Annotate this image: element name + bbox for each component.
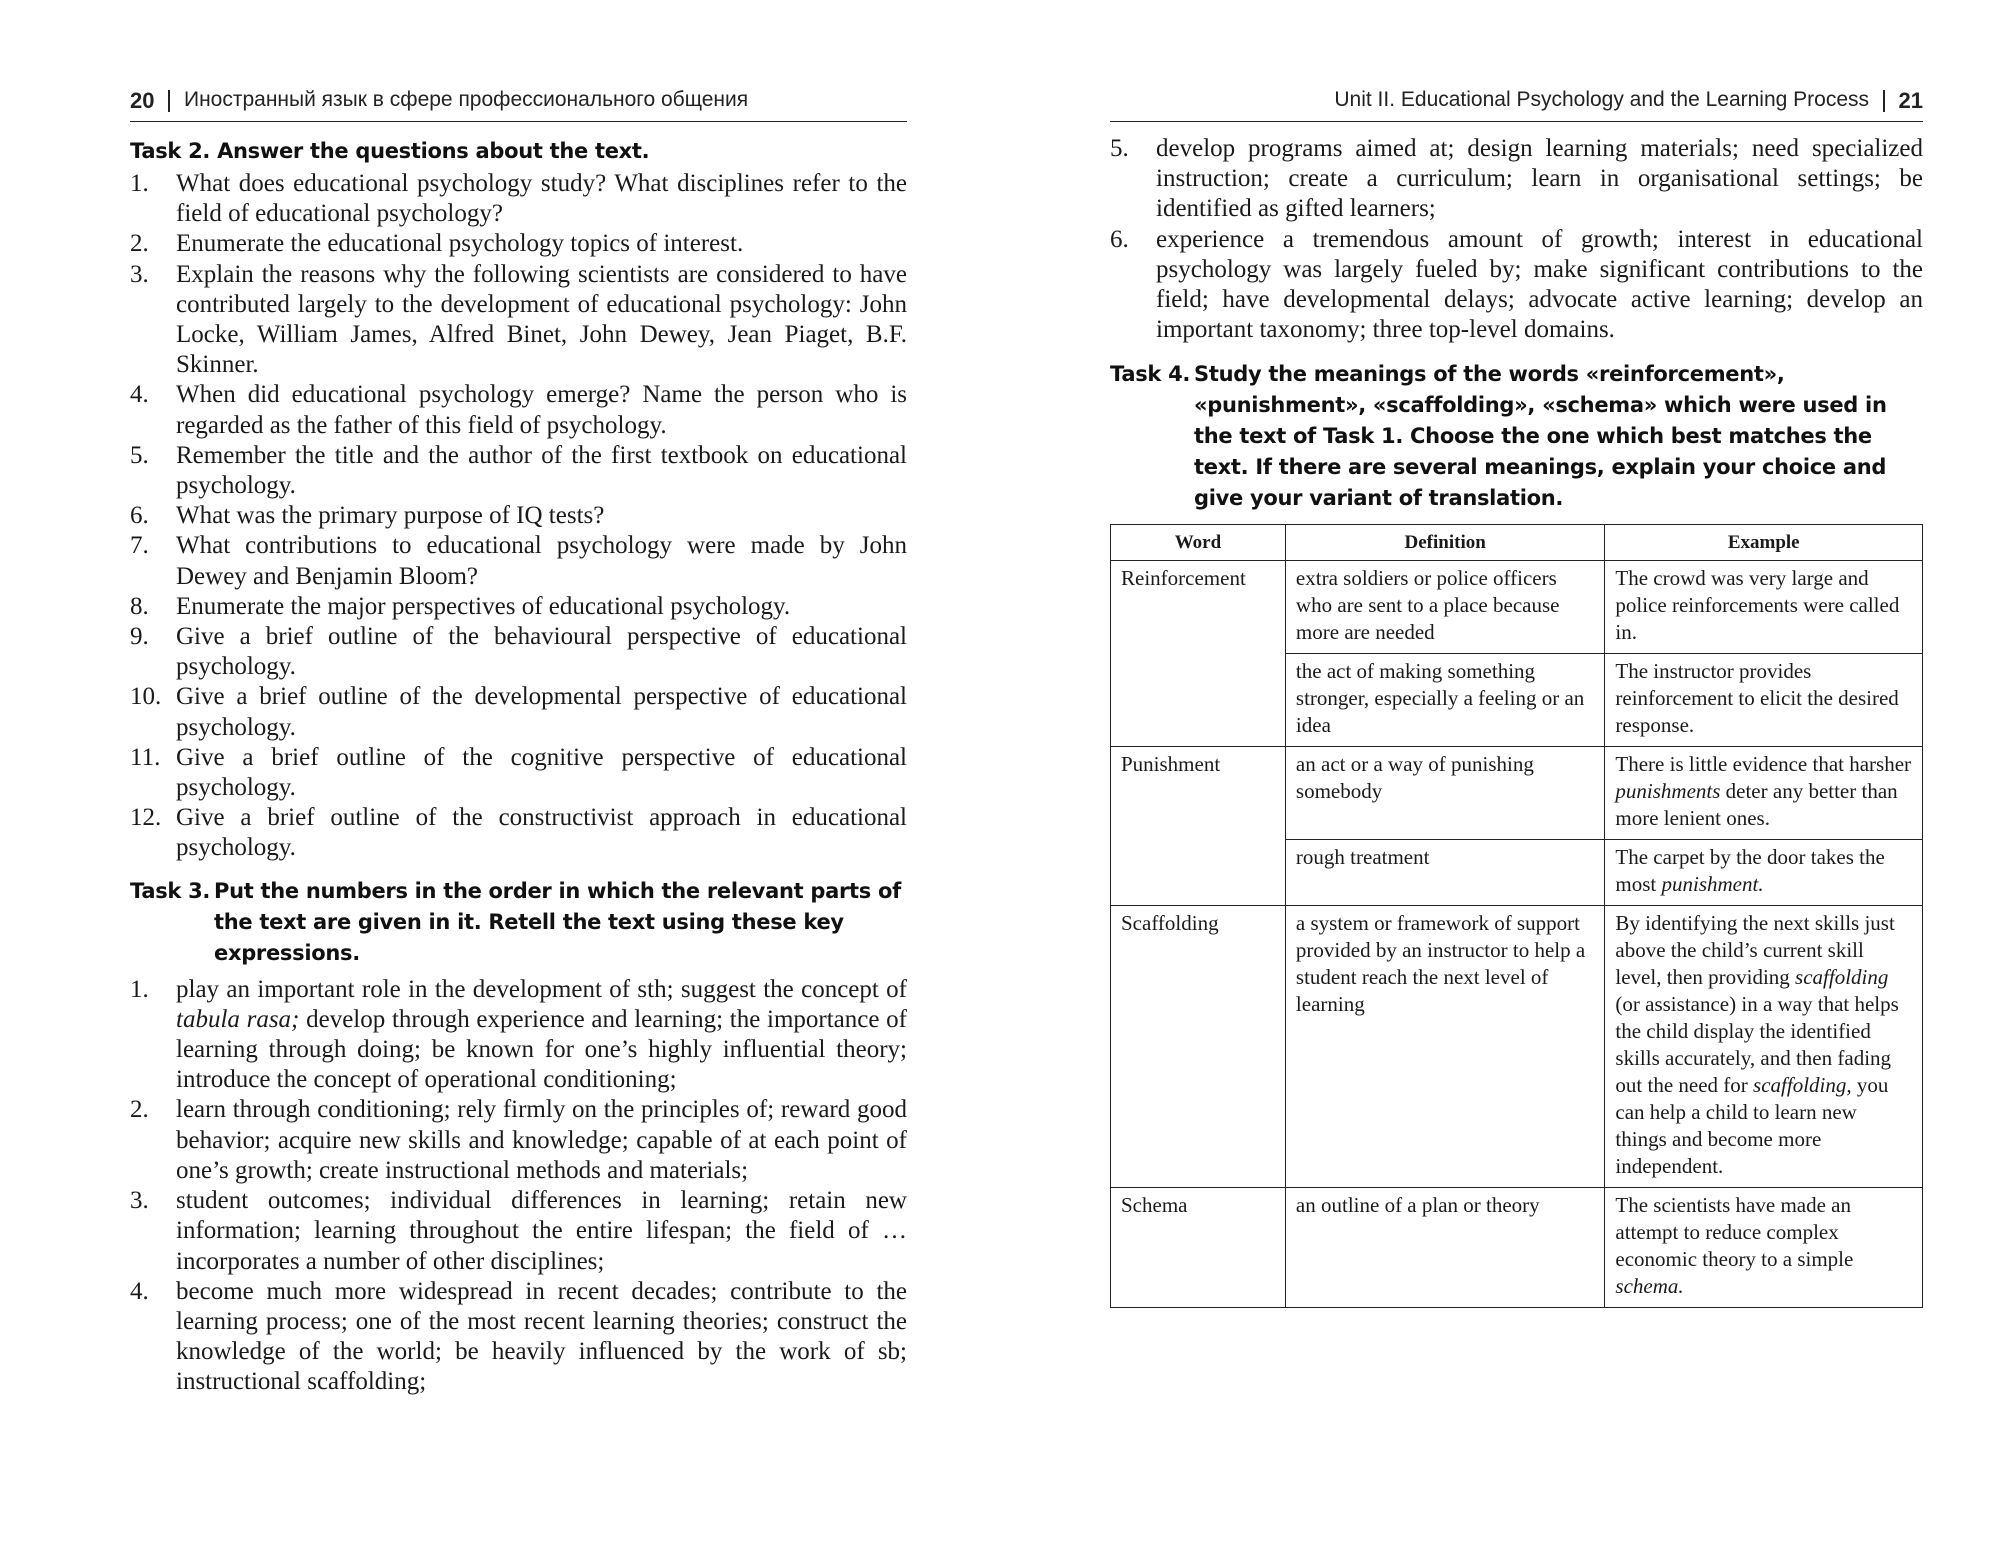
item-text: What was the primary purpose of IQ tests? — [176, 502, 605, 530]
item-number: 1. — [130, 975, 149, 1003]
definition-cell: rough treatment — [1285, 840, 1604, 906]
right-page-number: 21 — [1898, 88, 1923, 113]
list-item — [1110, 225, 1923, 346]
item-number: 8. — [130, 592, 149, 620]
table-header-row — [1111, 525, 1923, 561]
list-item — [130, 1277, 907, 1398]
definition-cell: the act of making something stronger, especially a feeling or an idea — [1285, 654, 1604, 747]
item-number: 6. — [130, 502, 149, 530]
example-cell — [1605, 1188, 1923, 1308]
right-page — [1110, 0, 1923, 1544]
example-text: There is little evidence that harsher — [1615, 752, 1912, 777]
task3-instruction: Put the numbers in the order in which the relevant parts of the text are given in it. Retell the text using these key expressions. — [214, 878, 901, 965]
item-text: Give a brief outline of the cognitive perspective of educational psychology. — [176, 743, 907, 802]
item-number: 9. — [130, 623, 149, 651]
example-cell — [1605, 561, 1923, 654]
left-running-title: Иностранный язык в сфере профессионального общения — [183, 88, 749, 111]
definition-cell: an outline of a plan or theory — [1285, 1188, 1604, 1308]
list-item — [130, 229, 907, 259]
task2-instruction: Answer the questions about the text. — [217, 139, 650, 163]
list-item — [130, 169, 907, 229]
item-text: experience a tremendous amount of growth; interest in educational psychology was largely fueled by; make significant contributions to the field; have developmental delays; advocate active learning; develop an important taxonomy; three top-level domains. — [1156, 225, 1923, 344]
list-item — [130, 803, 907, 863]
right-content — [1110, 134, 1923, 1308]
item-number: 6. — [1110, 225, 1129, 253]
item-number: 1. — [130, 170, 149, 197]
example-italic-text: punishment. — [1661, 872, 1764, 897]
example-text: The crowd was very large and police reinforcements were called in. — [1615, 566, 1900, 645]
column-header-definition: Definition — [1285, 525, 1604, 561]
header-separator — [168, 90, 170, 112]
list-item — [130, 531, 907, 591]
list-item — [130, 260, 907, 381]
example-text-cont: (or assistance) in a way that helps the child display the identified skills accurately, and then fading out the need for — [1615, 992, 1899, 1098]
list-item — [130, 975, 907, 1096]
word-cell: Reinforcement — [1111, 561, 1286, 654]
definition-cell: extra soldiers or police officers who are sent to a place because more are needed — [1285, 561, 1604, 654]
task4-heading — [1110, 359, 1923, 514]
table-row — [1111, 906, 1923, 1188]
item-text: Enumerate the educational psychology topics of interest. — [176, 230, 744, 258]
item-number: 7. — [130, 532, 149, 560]
item-number: 3. — [130, 1187, 149, 1215]
example-italic-text: punishments — [1615, 779, 1721, 804]
list-item — [130, 441, 907, 501]
list-item — [130, 380, 907, 440]
item-number: 4. — [130, 381, 149, 409]
left-content — [130, 136, 907, 1398]
item-text: learn through conditioning; rely firmly on the principles of; reward good behavior; acquire new skills and knowledge; capable of at each point of one’s growth; create instructional methods and materials; — [176, 1096, 907, 1184]
left-page-number: 20 — [130, 88, 155, 113]
item-number: 2. — [130, 230, 149, 258]
example-cell — [1605, 747, 1923, 840]
definition-cell: a system or framework of support provided by an instructor to help a student reach the next level of learning — [1285, 906, 1604, 1188]
left-running-head — [130, 88, 907, 122]
list-item — [130, 1186, 907, 1277]
example-italic-text-2: scaffolding — [1753, 1073, 1847, 1098]
table-row — [1111, 840, 1923, 906]
left-page — [130, 0, 907, 1544]
item-text: student outcomes; individual differences in learning; retain new information; learning throughout the entire lifespan; the field of … incorporates a number of other disciplines; — [176, 1187, 907, 1275]
header-separator — [1883, 90, 1885, 112]
task2-heading — [130, 136, 907, 167]
list-item — [130, 1095, 907, 1186]
task3-expression-list — [130, 975, 907, 1398]
item-number: 5. — [1110, 135, 1129, 162]
example-text-cont: deter any better than more lenient ones. — [1615, 779, 1898, 831]
example-text-cont-2: , you can help a child to learn new things and become more independent. — [1615, 1073, 1889, 1179]
example-text: The instructor provides reinforcement to elicit the desired response. — [1615, 659, 1899, 738]
table-row — [1111, 1188, 1923, 1308]
item-text: Give a brief outline of the developmental perspective of educational psychology. — [176, 683, 907, 741]
item-text: What does educational psychology study? What disciplines refer to the field of educational psychology? — [176, 170, 907, 228]
definition-cell: an act or a way of punishing somebody — [1285, 747, 1604, 840]
item-text: become much more widespread in recent decades; contribute to the learning process; one of the most recent learning theories; construct the knowledge of the world; be heavily influenced by the work of sb; instructional scaffolding; — [176, 1277, 907, 1396]
example-text: By identifying the next skills just above the child’s current skill level, then providing — [1615, 911, 1895, 990]
item-number: 12. — [130, 804, 162, 832]
right-running-head — [1110, 88, 1923, 122]
list-item — [130, 501, 907, 531]
task3-heading — [130, 876, 907, 969]
example-cell — [1605, 906, 1923, 1188]
example-cell — [1605, 654, 1923, 747]
word-cell: Scaffolding — [1111, 906, 1286, 1188]
column-header-word: Word — [1111, 525, 1286, 561]
example-cell — [1605, 840, 1923, 906]
word-cell: Punishment — [1111, 747, 1286, 840]
list-item — [130, 592, 907, 622]
list-item — [1110, 134, 1923, 225]
table-row — [1111, 654, 1923, 747]
word-cell — [1111, 654, 1286, 747]
task2-question-list — [130, 169, 907, 864]
item-text: Enumerate the major perspectives of educational psychology. — [176, 592, 791, 620]
vocabulary-table — [1110, 524, 1923, 1308]
item-text: Give a brief outline of the behavioural perspective of educational psychology. — [176, 623, 907, 681]
item-text: Give a brief outline of the constructivist approach in educational psychology. — [176, 804, 907, 862]
item-text: Remember the title and the author of the first textbook on educational psychology. — [176, 441, 907, 500]
example-italic-text: schema. — [1615, 1274, 1684, 1299]
item-text: Explain the reasons why the following scientists are considered to have contributed largely to the development of educational psychology: John Locke, William James, Alfred Binet, John Dewey, Jean Piaget, B.F. Skinner. — [176, 260, 907, 379]
task4-label: Task 4. — [1110, 362, 1191, 387]
table-row — [1111, 747, 1923, 840]
item-text: play an important role in the development of sth; suggest the concept of — [176, 975, 907, 1003]
item-number: 5. — [130, 441, 149, 469]
word-cell — [1111, 840, 1286, 906]
item-number: 10. — [130, 683, 162, 711]
column-header-example: Example — [1605, 525, 1923, 561]
example-italic-text: scaffolding — [1795, 965, 1889, 990]
task4-instruction: Study the meanings of the words «reinforcement», «punishment», «scaffolding», «schema» which were used in the text of Task 1. Choose the one which best matches the text. If there are several meanings, explain your choice and give your variant of translation. — [1194, 362, 1887, 511]
item-italic-text: tabula rasa; — [176, 1005, 300, 1033]
list-item — [130, 682, 907, 742]
table-row — [1111, 561, 1923, 654]
list-item — [130, 622, 907, 682]
item-text: When did educational psychology emerge? Name the person who is regarded as the father of this field of psychology. — [176, 381, 907, 439]
item-number: 2. — [130, 1096, 149, 1124]
word-cell: Schema — [1111, 1188, 1286, 1308]
item-text: develop programs aimed at; design learning materials; need specialized instruction; create a curriculum; learn in organisational settings; be identified as gifted learners; — [1156, 135, 1923, 223]
list-item — [130, 743, 907, 803]
right-running-title: Unit II. Educational Psychology and the Learning Process — [1334, 88, 1870, 111]
item-number: 3. — [130, 260, 149, 288]
task3-label: Task 3. — [130, 878, 211, 903]
item-text: What contributions to educational psychology were made by John Dewey and Benjamin Bloom? — [176, 532, 907, 590]
example-text: The scientists have made an attempt to reduce complex economic theory to a simple — [1615, 1193, 1854, 1272]
item-number: 4. — [130, 1277, 149, 1305]
task2-label: Task 2. — [130, 139, 211, 163]
item-text-cont: develop through experience and learning; the importance of learning through doing; be known for one’s highly influential theory; introduce the concept of operational conditioning; — [176, 1005, 907, 1094]
example-text: The carpet by the door takes the most — [1615, 845, 1885, 897]
item-number: 11. — [130, 743, 161, 771]
task3-continued-list — [1110, 134, 1923, 345]
